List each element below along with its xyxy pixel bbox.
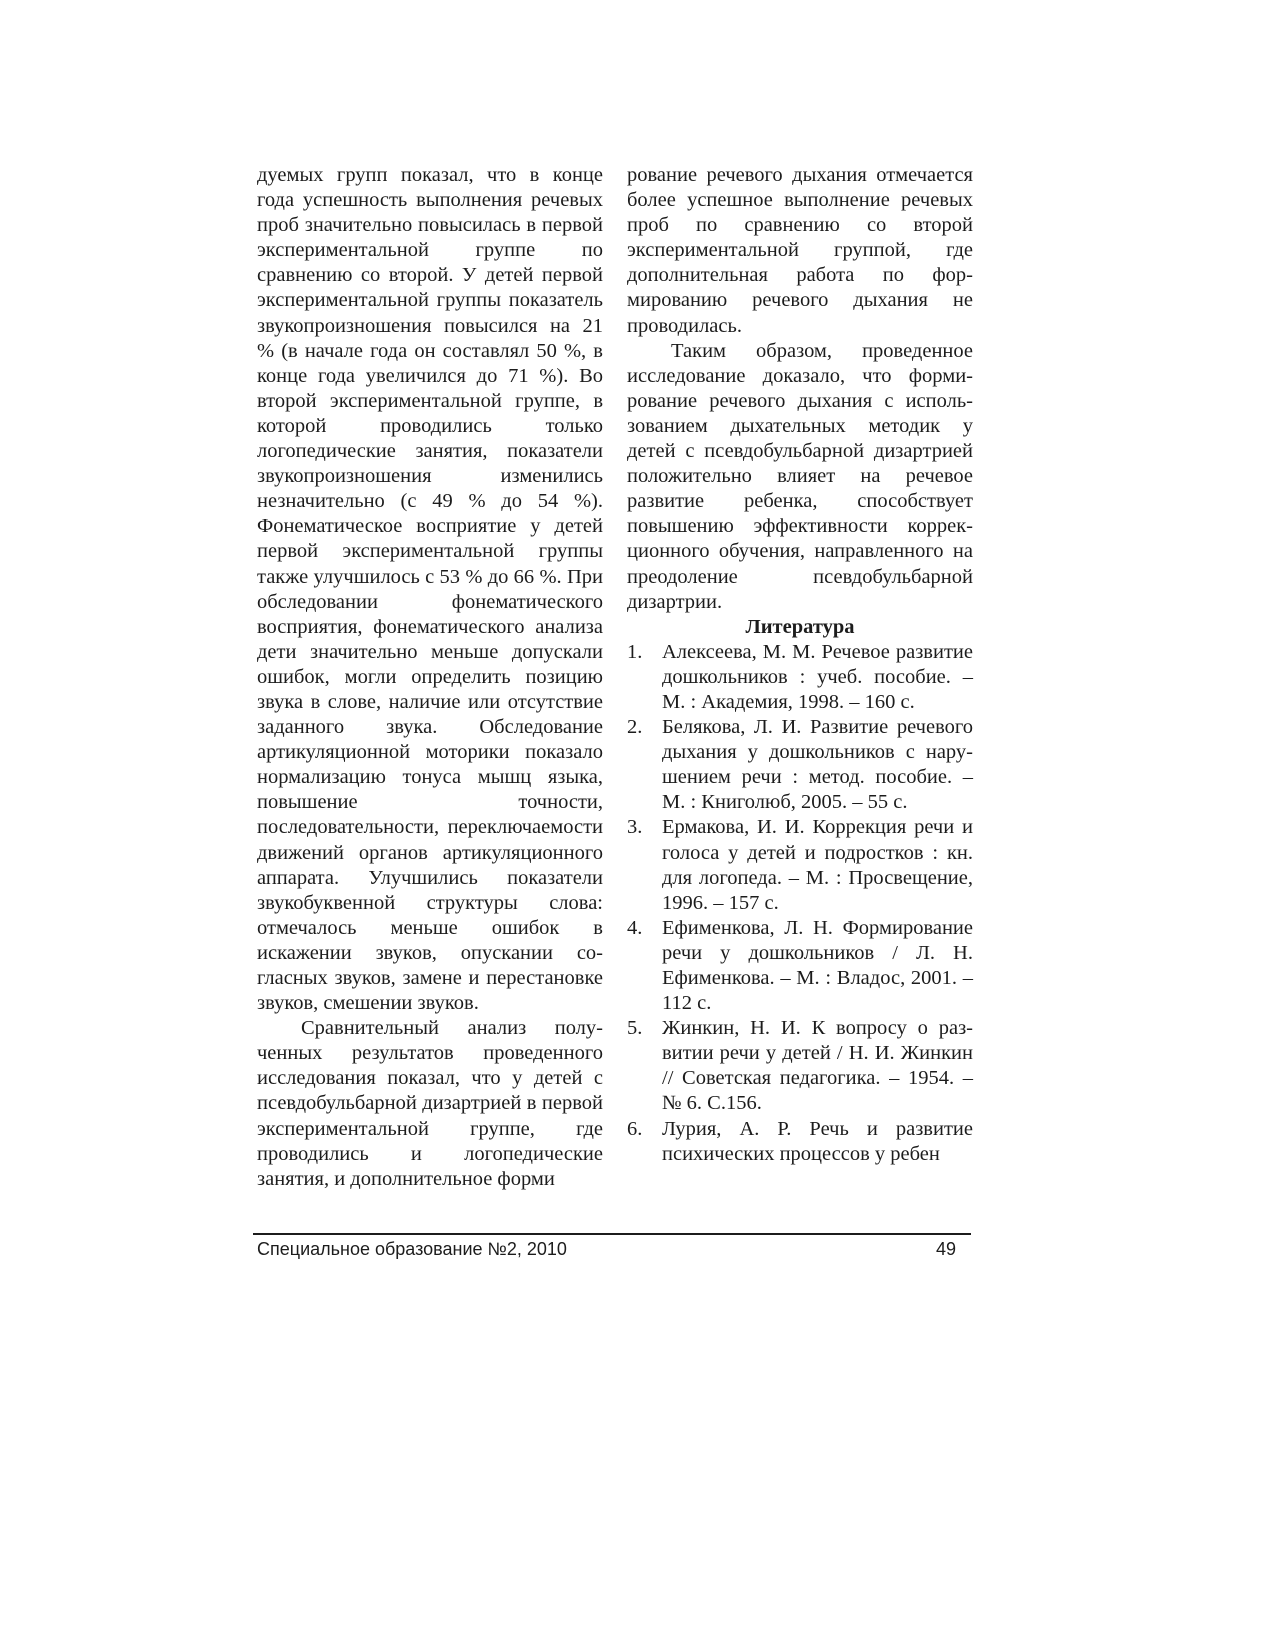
reference-text: Жинкин, Н. И. К вопросу о развитии речи у детей / Н. И. Жинкин // Советская педагогика. – 1954. – № 6. С.156.: [662, 1017, 973, 1115]
references-heading: Литература: [745, 615, 855, 638]
reference-number: 1.: [627, 640, 643, 663]
body-paragraph: Таким образом, проведенное исследование доказало, что формирование речевого дыхания с использованием дыхательных методик у детей с псевдобульбарной дизартрией положительно влияет на речевое развитие ребенка, способствует повышению эффективности коррекционного обучения, направленного на преодоление псевдобульбарной дизартрии.: [627, 339, 973, 613]
reference-number: 6.: [627, 1117, 643, 1140]
left-column: [257, 163, 603, 1192]
footer-divider: [253, 1233, 971, 1235]
reference-text: Белякова, Л. И. Развитие речевого дыхания у дошкольников с нарушением речи : метод. пособие. – М. : Книголюб, 2005. – 55 с.: [662, 716, 973, 814]
page-number: 49: [936, 1239, 957, 1259]
reference-text: Алексеева, М. М. Речевое развитие дошкольников : учеб. пособие. – М. : Академия, 1998. – 160 с.: [662, 640, 973, 713]
body-paragraph: рование речевого дыхания отмечается более успешное выполнение речевых проб по сравнению со второй экспериментальной группой, где дополнительная работа по формированию речевого дыхания не проводилась.: [627, 164, 973, 337]
reference-item: [627, 815, 973, 915]
footer-journal-title: Специальное образование №2, 2010: [257, 1239, 567, 1259]
reference-number: 4.: [627, 916, 643, 939]
reference-item: [627, 640, 973, 715]
reference-text: Лурия, А. Р. Речь и развитие психических процессов у ребен: [662, 1117, 973, 1165]
reference-number: 5.: [627, 1017, 643, 1040]
reference-number: 3.: [627, 816, 643, 839]
right-column: [627, 163, 973, 1167]
reference-item: [627, 1016, 973, 1116]
reference-number: 2.: [627, 716, 643, 739]
reference-text: Ермакова, И. И. Коррекция речи и голоса у детей и подростков : кн. для логопеда. – М. : Просвещение, 1996. – 157 с.: [662, 816, 973, 914]
body-paragraph: Сравнительный анализ полученных результатов проведенного исследования показал, что у детей с псевдобульбарной дизартрией в первой экспериментальной группе, где проводились и логопедические занятия, и дополнительное форми: [257, 1017, 603, 1190]
reference-text: Ефименкова, Л. Н. Формирование речи у дошкольников / Л. Н. Ефименкова. – М. : Владос, 2001. – 112 с.: [662, 916, 973, 1015]
body-paragraph: дуемых групп показал, что в конце года успешность выполнения речевых проб значительно повысилась в первой экспериментальной группе по сравнению со второй. У детей первой экспериментальной группы показатель звукопроизношения повысился на 21 % (в начале года он составлял 50 %, в конце года увеличился до 71 %). Во второй экспериментальной группе, в которой проводились только логопедические занятия, показатели звукопроизношения изменились незначительно (с 49 % до 54 %). Фонематическое восприятие у детей первой экспериментальной группы также улучшилось с 53 % до 66 %. При обследовании фонематического восприятия, фонематического анализа дети значительно меньше допускали ошибок, могли определить позицию звука в слове, наличие или отсутствие заданного звука. Обследование артикуляционной моторики показало нормализацию тонуса мышц языка, повышение точности, последовательности, переключаемости движений органов артикуляционного аппарата. Улучшились показатели звукобуквенной структуры слова: отмечалось меньше ошибок в искажении звуков, опускании согласных звуков, замене и перестановке звуков, смешении звуков.: [257, 164, 603, 1015]
references-list: [627, 640, 973, 1167]
reference-item: [627, 916, 973, 1016]
reference-item: [627, 715, 973, 815]
reference-item: [627, 1117, 973, 1167]
